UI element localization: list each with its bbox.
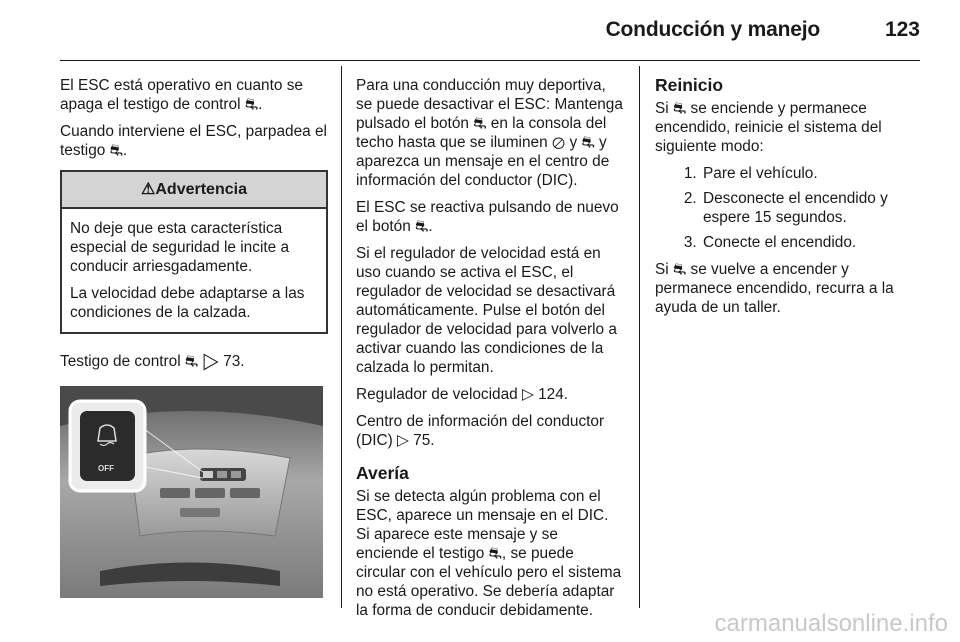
- paragraph: El ESC se reactiva pulsando de nuevo el botón ⛐.: [356, 199, 619, 235]
- paragraph: Si el regulador de velocidad está en uso cuando se activa el ESC, el regulador de velocidad se desactivará automáticamente. Pulse el botón del regulador de velocidad para volverlo a activar cuando las condiciones de la calzada lo permitan.: [356, 245, 617, 376]
- esc-off-label: OFF: [98, 464, 114, 473]
- page-number: 123: [884, 18, 920, 41]
- list-item: 3. Conecte el encendido.: [701, 233, 920, 252]
- cross-reference: Regulador de velocidad ▷ 124.: [356, 386, 569, 403]
- column-left: [60, 76, 328, 408]
- section-heading: Avería: [356, 463, 409, 483]
- paragraph: Si ⛐ se enciende y permanece encendido, reinicie el sistema del siguiente modo:: [655, 100, 882, 155]
- paragraph: Si ⛐ se vuelve a encender y permanece encendido, recurra a la ayuda de un taller.: [655, 261, 894, 316]
- paragraph: El ESC está operativo en cuanto se apaga el testigo de control ⛐.: [60, 77, 303, 113]
- steps-list: [655, 164, 920, 252]
- header-rule: [60, 60, 920, 61]
- column-middle: [356, 76, 624, 628]
- paragraph: Para una conducción muy deportiva, se puede desactivar el ESC: Mantenga pulsado el botón ⛐ en la consola del techo hasta que se iluminen ⊘ y ⛐ y aparezca un mensaje en el centro de información del conductor (DIC).: [356, 77, 623, 189]
- paragraph: Cuando interviene el ESC, parpadea el testigo ⛐.: [60, 123, 327, 159]
- list-item: 2. Desconecte el encendido y espere 15 segundos.: [701, 189, 920, 227]
- section-heading: Reinicio: [655, 75, 724, 95]
- warning-text: No deje que esta característica especial de seguridad le incite a conducir arriesgadamente.: [70, 220, 290, 275]
- page-title: Conducción y manejo: [605, 18, 820, 41]
- warning-title: ⚠Advertencia: [62, 172, 326, 209]
- warning-text: La velocidad debe adaptarse a las condiciones de la calzada.: [70, 285, 305, 321]
- overhead-console-photo: [60, 386, 323, 598]
- warning-box: [60, 170, 328, 334]
- paragraph: Si se detecta algún problema con el ESC, aparece un mensaje en el DIC. Si aparece este mensaje y se enciende el testigo ⛐, se puede circular con el vehículo pero el sistema no está operativo. Se debería adaptar la forma de conducir debidamente.: [356, 488, 622, 619]
- watermark: carmanualsonline.info: [714, 610, 948, 637]
- cross-reference: Centro de información del conductor (DIC) ▷ 75.: [356, 413, 605, 449]
- console-illustration: [60, 386, 323, 598]
- list-item: 1. Pare el vehículo.: [701, 164, 920, 183]
- warning-body: [62, 209, 326, 332]
- column-divider-2: [639, 66, 640, 608]
- column-divider-1: [341, 66, 342, 608]
- cross-reference: Testigo de control ⛐ ▷ 73.: [60, 353, 245, 370]
- column-right: [655, 76, 920, 325]
